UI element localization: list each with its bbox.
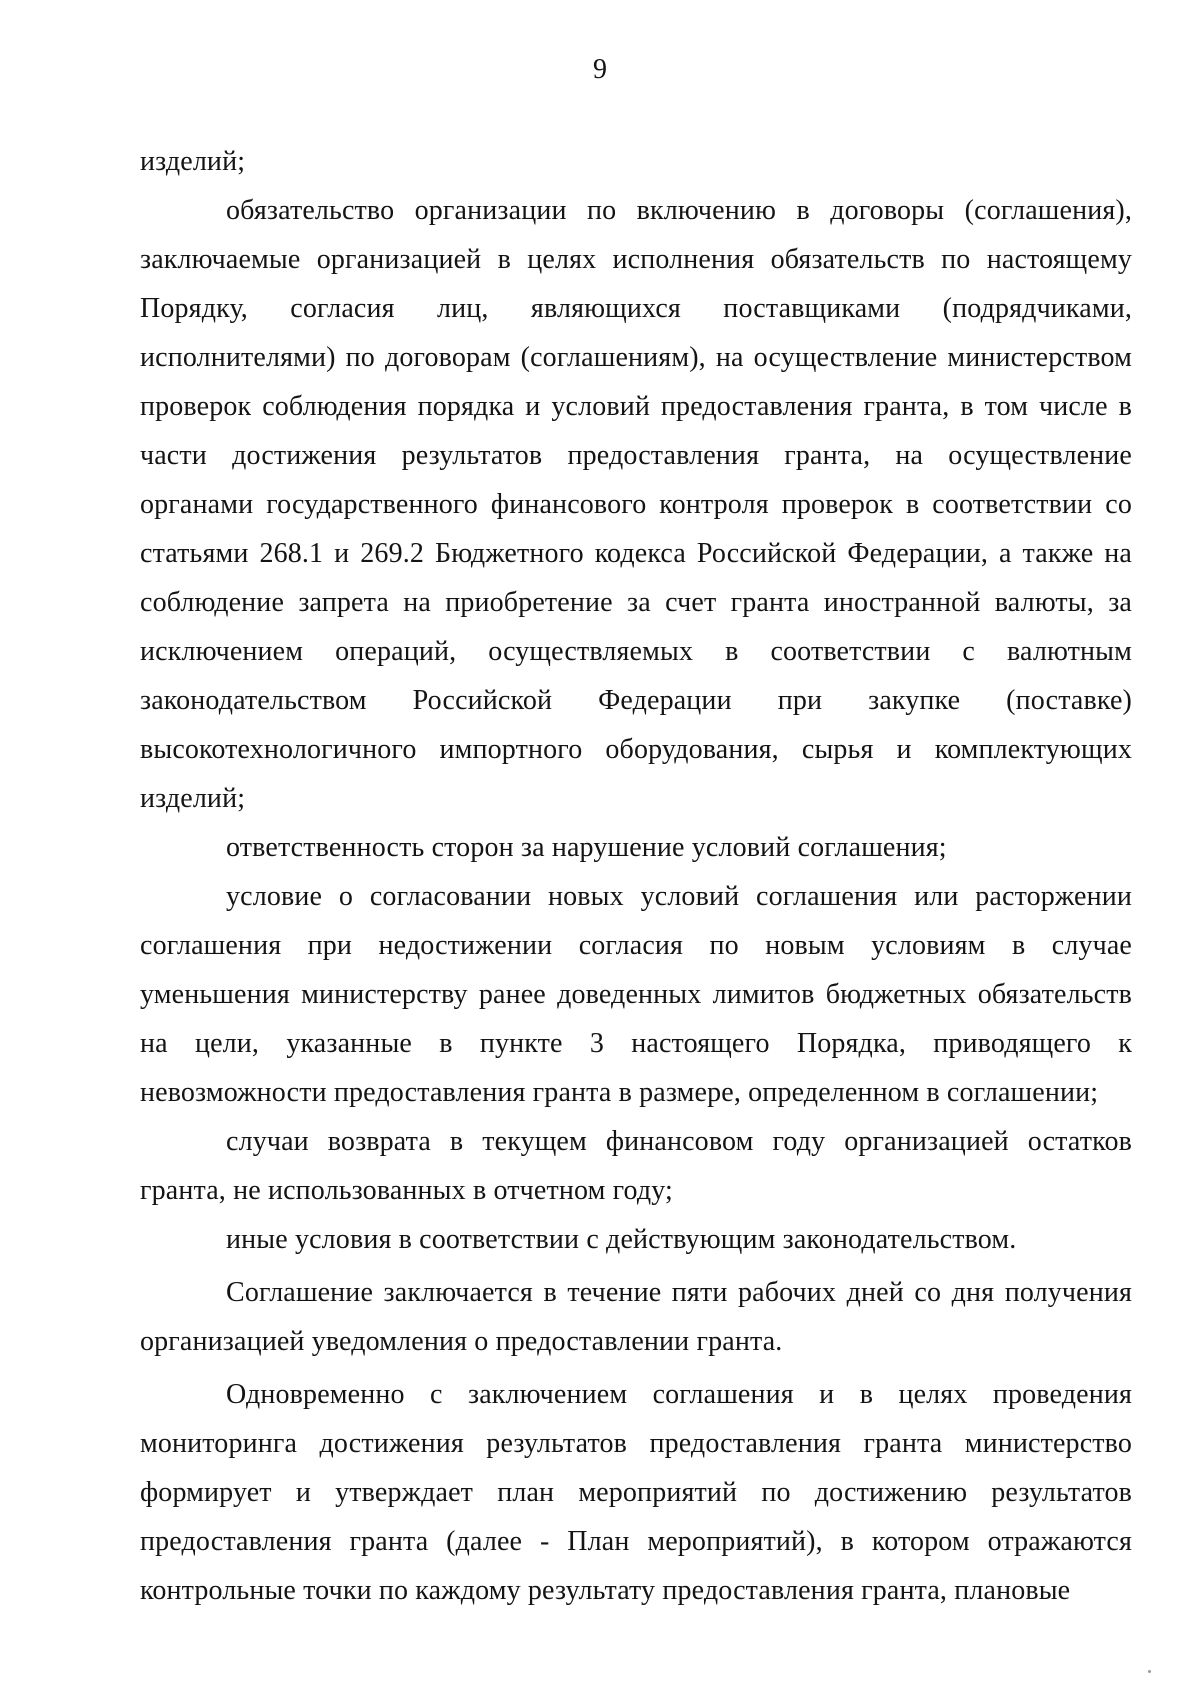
page-number: 9: [593, 54, 607, 85]
paragraph-new-conditions: условие о согласовании новых условий соглашения или расторжении соглашения при недостижении согласия по новым условиям в случае уменьшения министерству ранее доведенных лимитов бюджетных обязательств на цели, указанные в пункте 3 настоящего Порядка, приводящего к невозможности предоставления гранта в размере, определенном в соглашении;: [140, 881, 1132, 1108]
paragraph-agreement-term: Соглашение заключается в течение пяти рабочих дней со дня получения организацией уведомления о предоставлении гранта.: [140, 1277, 1132, 1357]
paragraph-refund-cases: случаи возврата в текущем финансовом году организацией остатков гранта, не использованных в отчетном году;: [140, 1126, 1132, 1206]
paragraph-continuation: изделий;: [140, 146, 246, 177]
document-body: [140, 137, 1132, 1615]
paragraph-liability: ответственность сторон за нарушение условий соглашения;: [226, 832, 947, 863]
scan-speck: [1148, 1670, 1151, 1673]
paragraph-action-plan: Одновременно с заключением соглашения и в целях проведения мониторинга достижения результатов предоставления гранта министерство формирует и утверждает план мероприятий по достижению результатов предоставления гранта (далее - План мероприятий), в котором отражаются контрольные точки по каждому результату предоставления гранта, плановые: [140, 1379, 1132, 1606]
paragraph-other-conditions: иные условия в соответствии с действующим законодательством.: [226, 1224, 1017, 1255]
paragraph-obligation-consent: обязательство организации по включению в договоры (соглашения), заключаемые организацией в целях исполнения обязательств по настоящему Порядку, согласия лиц, являющихся поставщиками (подрядчиками, исполнителями) по договорам (соглашениям), на осуществление министерством проверок соблюдения порядка и условий предоставления гранта, в том числе в части достижения результатов предоставления гранта, на осуществление органами государственного финансового контроля проверок в соответствии со статьями 268.1 и 269.2 Бюджетного кодекса Российской Федерации, а также на соблюдение запрета на приобретение за счет гранта иностранной валюты, за исключением операций, осуществляемых в соответствии с валютным законодательством Российской Федерации при закупке (поставке) высокотехнологичного импортного оборудования, сырья и комплектующих изделий;: [140, 195, 1132, 814]
